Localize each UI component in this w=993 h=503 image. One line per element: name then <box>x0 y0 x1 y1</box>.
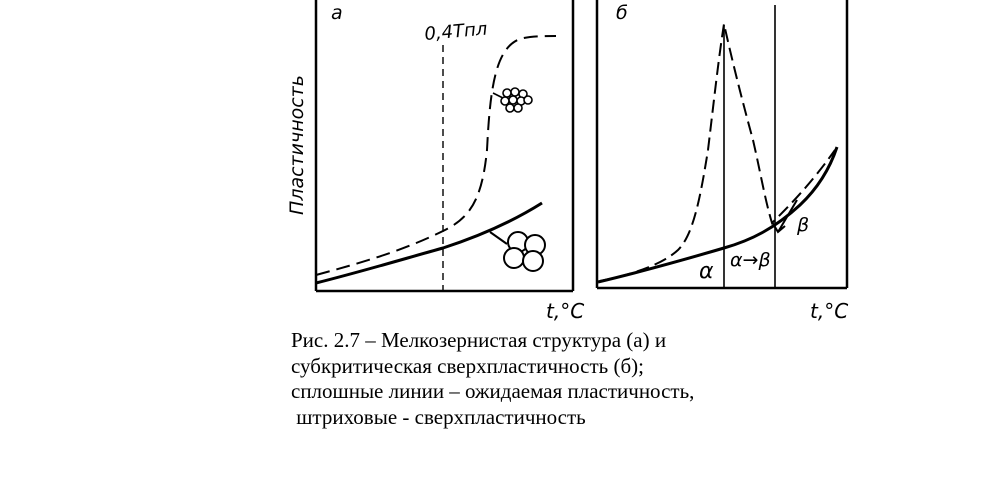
caption-line-3: сплошные линии – ожидаемая пластичность, <box>291 379 695 403</box>
panel-b-x-label: t,°C <box>810 299 849 323</box>
panel-b-label: б <box>616 2 628 24</box>
y-axis-label: Пластичность <box>286 75 308 215</box>
figure-caption <box>291 328 891 430</box>
panel-a <box>286 0 584 323</box>
region-alpha-label: α <box>699 259 714 284</box>
coarse-grain-icon <box>490 232 545 271</box>
panel-b-dashed-line <box>600 24 835 281</box>
panel-a-x-label: t,°C <box>546 299 585 323</box>
region-beta-label: β <box>797 214 810 236</box>
panel-a-label: а <box>331 2 343 24</box>
panel-a-marker-label: 0,4Tпл <box>423 18 489 45</box>
fine-grain-icon <box>493 88 532 112</box>
caption-line-1: Рис. 2.7 – Мелкозернистая структура (а) и <box>291 328 667 352</box>
caption-line-2: субкритическая сверхпластичность (б); <box>291 353 645 378</box>
region-alpha-beta-label: α→β <box>730 249 771 271</box>
caption-line-4: штриховые - сверхпластичность <box>291 404 586 429</box>
panel-b <box>597 0 848 323</box>
